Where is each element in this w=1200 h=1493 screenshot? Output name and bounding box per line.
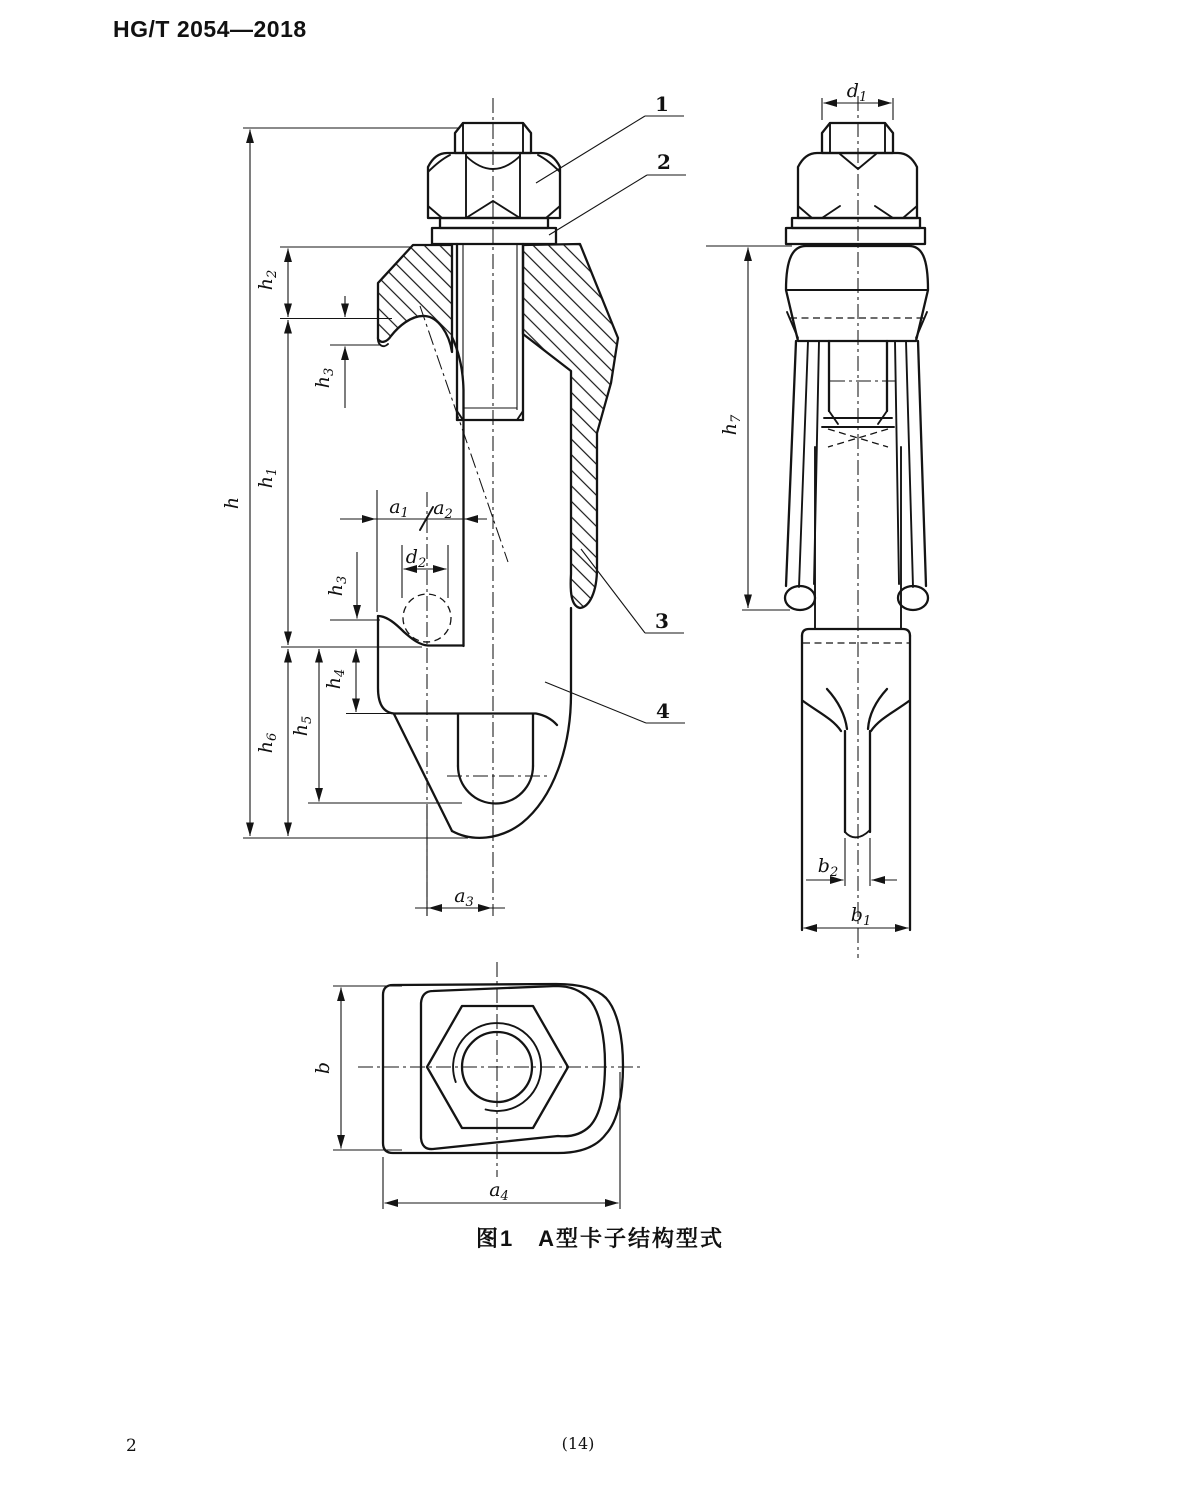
dim-label-h: h (221, 496, 243, 510)
top-view-centerlines (358, 962, 640, 1177)
dim-label-b: b (312, 1061, 334, 1075)
side-view-centerlines (830, 96, 895, 958)
front-section-view (243, 98, 686, 916)
dim-label-h5: $h_5$ (290, 715, 315, 737)
part-label-4: 4 (656, 699, 670, 723)
part-3-clamp-body-section (378, 244, 618, 646)
part-2-washer (432, 218, 556, 244)
dim-label-h2: $h_2$ (255, 269, 280, 291)
dim-label-d1: $d_1$ (846, 80, 868, 105)
dim-label-h7: $h_7$ (719, 414, 744, 436)
side-view (706, 96, 928, 958)
part-label-2: 2 (657, 150, 671, 174)
dim-label-h4: $h_4$ (323, 668, 348, 690)
page-number: 2 (126, 1436, 137, 1456)
top-view-extension-lines (333, 986, 620, 1209)
part-number-labels (655, 92, 671, 723)
dim-label-d2: $d_2$ (405, 546, 427, 571)
dim-label-b2: $b_2$ (817, 855, 839, 880)
side-lower-lug (802, 629, 910, 930)
side-view-dimension-lines (748, 103, 909, 928)
part-label-3: 3 (655, 609, 669, 633)
dim-label-b1: $b_1$ (850, 904, 872, 929)
dim-label-a1: $a_1$ (389, 496, 409, 521)
sheet-number: (14) (561, 1434, 595, 1453)
dim-label-a4: $a_4$ (489, 1179, 509, 1204)
standard-number: HG/T 2054—2018 (113, 16, 307, 42)
top-view (333, 962, 640, 1209)
dim-label-h3-upper: $h_3$ (312, 367, 337, 389)
side-view-extension-lines (706, 98, 893, 886)
dim-label-a3: $a_3$ (454, 885, 474, 910)
bolt-shank-section (457, 244, 523, 420)
dim-label-h1: $h_1$ (255, 467, 280, 489)
side-top-block (786, 246, 928, 341)
dim-label-a2: $a_2$ (433, 497, 453, 522)
side-washer (786, 218, 925, 244)
top-view-inner-outline (421, 986, 605, 1149)
dim-label-h3-lower: $h_3$ (325, 575, 350, 597)
dim-label-h6: $h_6$ (255, 732, 280, 754)
figure-caption: 图1 A型卡子结构型式 (475, 1226, 725, 1251)
part-label-1: 1 (655, 92, 669, 116)
part-1-hex-nut (428, 153, 560, 218)
